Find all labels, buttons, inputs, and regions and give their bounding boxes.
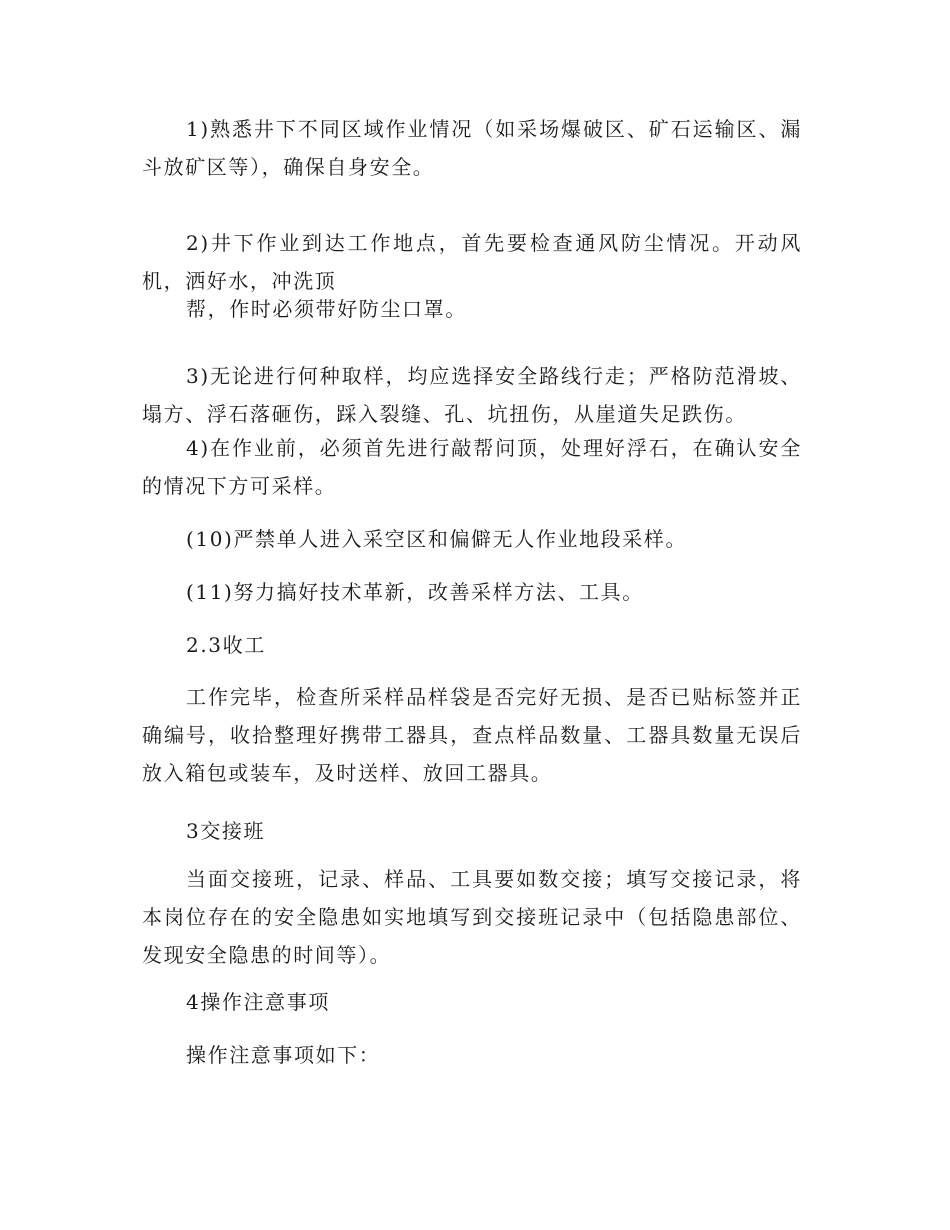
paragraph-tech-innovation: (11)努力搞好技术革新，改善采样方法、工具。 — [186, 580, 644, 604]
paragraph-check-ventilation: 2)井下作业到达工作地点，首先要检查通风防尘情况。开动风机，洒好水，冲洗顶 — [142, 231, 802, 293]
heading-3-shift-handover: 3交接班 — [186, 819, 266, 843]
paragraph-dust-mask: 帮，作时必须带好防尘口罩。 — [186, 297, 467, 321]
heading-2-3-finish-work: 2.3收工 — [186, 633, 266, 657]
paragraph-precautions-intro: 操作注意事项如下： — [186, 1043, 381, 1067]
paragraph-familiarize-areas: 1)熟悉井下不同区域作业情况（如采场爆破区、矿石运输区、漏斗放矿区等），确保自身安全。 — [142, 117, 802, 179]
paragraph-finish-work: 工作完毕，检查所采样品样袋是否完好无损、是否已贴标签并正确编号，收拾整理好携带工器具，查点样品数量、工器具数量无误后放入箱包或装车，及时送样、放回工器具。 — [142, 685, 802, 785]
heading-4-precautions: 4操作注意事项 — [186, 990, 330, 1014]
paragraph-shift-handover: 当面交接班，记录、样品、工具要如数交接；填写交接记录，将本岗位存在的安全隐患如实地填写到交接班记录中（包括隐患部位、发现安全隐患的时间等）。 — [142, 867, 802, 967]
paragraph-safe-route: 3)无论进行何种取样，均应选择安全路线行走；严格防范滑坡、塌方、浮石落砸伤，踩入裂缝、孔、坑扭伤，从崖道失足跌伤。 — [142, 364, 802, 426]
paragraph-check-roof: 4)在作业前，必须首先进行敲帮问顶，处理好浮石，在确认安全的情况下方可采样。 — [142, 436, 802, 498]
paragraph-no-solo-entry: (10)严禁单人进入采空区和偏僻无人作业地段采样。 — [186, 527, 688, 551]
